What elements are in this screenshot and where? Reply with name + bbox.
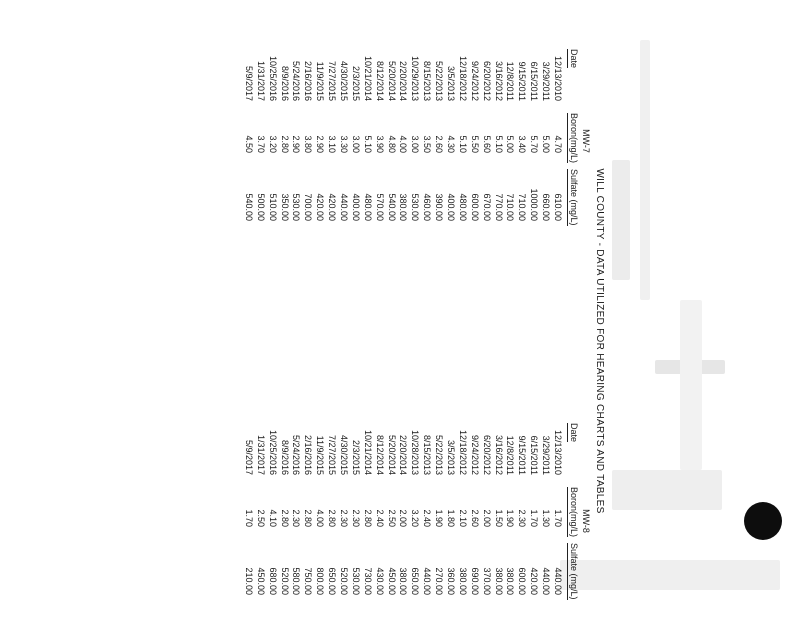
- table-row: [254, 41, 266, 241]
- cell-boron: 2.10: [457, 509, 468, 527]
- cell-boron: 4.10: [267, 509, 278, 527]
- cell-date: 10/25/2016: [267, 429, 278, 475]
- cell-date: 6/20/2012: [481, 60, 492, 101]
- cell-date: 4/30/2015: [338, 434, 349, 475]
- cell-sulfate: 380.00: [457, 567, 468, 595]
- cell-boron: 2.00: [398, 509, 409, 527]
- cell-boron: 1.90: [434, 509, 445, 527]
- cell-date: 3/16/2012: [493, 434, 504, 475]
- cell-boron: 3.00: [410, 135, 421, 153]
- cell-boron: 2.80: [327, 509, 338, 527]
- cell-boron: 4.50: [243, 135, 254, 153]
- table-row: [444, 415, 456, 615]
- cell-date: 6/15/2011: [529, 435, 540, 475]
- cell-date: 9/24/2012: [469, 434, 480, 475]
- cell-boron: 1.70: [553, 509, 563, 527]
- cell-boron: 2.30: [291, 509, 302, 527]
- table-row: [325, 415, 337, 615]
- cell-date: 5/9/2017: [243, 65, 254, 101]
- cell-boron: 5.10: [493, 135, 504, 153]
- cell-sulfate: 670.00: [481, 193, 492, 221]
- table-row: [278, 415, 290, 615]
- cell-sulfate: 520.00: [279, 567, 290, 595]
- table-row: [337, 41, 349, 241]
- cell-sulfate: 580.00: [291, 567, 302, 595]
- cell-boron: 1.70: [243, 509, 254, 527]
- cell-sulfate: 350.00: [279, 193, 290, 221]
- cell-date: 11/9/2015: [315, 435, 326, 475]
- cell-boron: 2.90: [315, 135, 326, 153]
- table-row: [504, 41, 516, 241]
- col-date-mw7: Date: [569, 49, 579, 69]
- cell-sulfate: 750.00: [303, 567, 314, 595]
- scan-artifact: [680, 300, 702, 470]
- table-mw8: [242, 415, 563, 615]
- table-row: [527, 41, 539, 241]
- cell-sulfate: 440.00: [338, 193, 349, 221]
- cell-boron: 2.80: [303, 509, 314, 527]
- cell-sulfate: 680.00: [267, 567, 278, 595]
- cell-date: 2/3/2015: [350, 439, 361, 475]
- table-row: [397, 41, 409, 241]
- scan-artifact: [612, 470, 722, 510]
- table-row: [480, 415, 492, 615]
- table-row: [301, 415, 313, 615]
- cell-date: 6/20/2012: [481, 434, 492, 475]
- cell-boron: 3.20: [267, 135, 278, 153]
- cell-date: 5/22/2013: [434, 60, 445, 101]
- table-row: [468, 415, 480, 615]
- cell-sulfate: 530.00: [291, 193, 302, 221]
- cell-sulfate: 800.00: [315, 567, 326, 595]
- cell-boron: 5.10: [362, 135, 373, 153]
- cell-date: 12/8/2011: [505, 61, 516, 101]
- cell-boron: 2.80: [362, 509, 373, 527]
- table-row: [313, 41, 325, 241]
- cell-sulfate: 710.00: [505, 193, 516, 221]
- cell-date: 2/20/2014: [398, 434, 409, 475]
- cell-boron: 5.50: [469, 135, 480, 153]
- table-row: [242, 41, 254, 241]
- cell-boron: 3.40: [517, 135, 528, 153]
- cell-boron: 3.10: [327, 135, 338, 153]
- cell-sulfate: 540.00: [386, 193, 397, 221]
- cell-sulfate: 460.00: [422, 193, 433, 221]
- cell-date: 2/3/2015: [350, 65, 361, 101]
- cell-sulfate: 390.00: [434, 193, 445, 221]
- table-row: [266, 41, 278, 241]
- table-row: [373, 415, 385, 615]
- rotated-data-table: [235, 41, 605, 641]
- cell-date: 12/13/2010: [553, 55, 563, 101]
- table-row: [527, 415, 539, 615]
- cell-boron: 3.80: [303, 135, 314, 153]
- cell-boron: 4.00: [398, 135, 409, 153]
- table-row: [408, 415, 420, 615]
- table-row: [432, 41, 444, 241]
- cell-boron: 4.00: [315, 509, 326, 527]
- table-row: [515, 415, 527, 615]
- cell-sulfate: 650.00: [410, 567, 421, 595]
- cell-sulfate: 440.00: [541, 567, 552, 595]
- cell-date: 3/16/2012: [493, 60, 504, 101]
- cell-boron: 1.30: [541, 509, 552, 527]
- table-row: [492, 415, 504, 615]
- col-boron-mw7: Boron(mg/L): [569, 113, 579, 164]
- cell-sulfate: 610.00: [553, 193, 563, 221]
- hole-punch: [744, 502, 782, 540]
- cell-boron: 2.80: [279, 135, 290, 153]
- cell-sulfate: 710.00: [517, 193, 528, 221]
- cell-sulfate: 570.00: [374, 193, 385, 221]
- cell-boron: 2.50: [255, 509, 266, 527]
- cell-boron: 4.80: [386, 135, 397, 153]
- table-row: [420, 41, 432, 241]
- cell-boron: 5.00: [505, 135, 516, 153]
- cell-boron: 2.60: [469, 509, 480, 527]
- cell-boron: 1.90: [505, 509, 516, 527]
- cell-sulfate: 420.00: [529, 567, 540, 595]
- cell-date: 2/16/2016: [303, 434, 314, 475]
- cell-boron: 3.00: [350, 135, 361, 153]
- table-row: [551, 41, 563, 241]
- cell-date: 7/27/2015: [327, 60, 338, 101]
- cell-boron: 5.00: [541, 135, 552, 153]
- cell-date: 3/5/2013: [445, 439, 456, 475]
- cell-sulfate: 540.00: [243, 193, 254, 221]
- cell-sulfate: 380.00: [493, 567, 504, 595]
- table-row: [254, 415, 266, 615]
- cell-date: 9/15/2011: [517, 435, 528, 475]
- cell-date: 3/29/2011: [541, 61, 552, 101]
- cell-date: 9/15/2011: [517, 61, 528, 101]
- cell-sulfate: 480.00: [362, 193, 373, 221]
- table-row: [278, 41, 290, 241]
- cell-boron: 3.20: [410, 509, 421, 527]
- table-row: [290, 415, 302, 615]
- cell-boron: 2.00: [481, 509, 492, 527]
- table-row: [444, 41, 456, 241]
- cell-date: 8/9/2016: [279, 439, 290, 475]
- cell-sulfate: 370.00: [481, 567, 492, 595]
- cell-sulfate: 510.00: [267, 193, 278, 221]
- cell-date: 6/15/2011: [529, 61, 540, 101]
- cell-sulfate: 1000.00: [529, 188, 540, 221]
- scan-artifact: [612, 160, 630, 280]
- cell-date: 9/24/2012: [469, 60, 480, 101]
- table-row: [266, 415, 278, 615]
- table-row: [539, 41, 551, 241]
- cell-boron: 2.80: [279, 509, 290, 527]
- table-mw7: [242, 41, 563, 241]
- col-date-mw8: Date: [569, 423, 579, 443]
- cell-boron: 5.10: [457, 135, 468, 153]
- cell-sulfate: 380.00: [398, 193, 409, 221]
- cell-date: 4/30/2015: [338, 60, 349, 101]
- cell-sulfate: 700.00: [303, 193, 314, 221]
- cell-sulfate: 450.00: [386, 567, 397, 595]
- table-row: [373, 41, 385, 241]
- table-row: [420, 415, 432, 615]
- col-sulfate-mw7: Sulfate (mg/L): [569, 169, 579, 226]
- cell-boron: 1.80: [445, 509, 456, 527]
- cell-sulfate: 420.00: [315, 193, 326, 221]
- cell-date: 1/31/2017: [255, 60, 266, 101]
- table-row: [397, 415, 409, 615]
- cell-boron: 5.60: [481, 135, 492, 153]
- cell-date: 5/9/2017: [243, 439, 254, 475]
- cell-boron: 3.50: [422, 135, 433, 153]
- cell-date: 12/8/2011: [505, 435, 516, 475]
- cell-boron: 3.30: [338, 135, 349, 153]
- table-row: [539, 415, 551, 615]
- table-row: [301, 41, 313, 241]
- cell-date: 12/18/2012: [457, 429, 468, 475]
- cell-sulfate: 380.00: [398, 567, 409, 595]
- cell-date: 5/20/2014: [386, 434, 397, 475]
- table-row: [504, 415, 516, 615]
- cell-boron: 3.70: [255, 135, 266, 153]
- cell-date: 8/9/2016: [279, 65, 290, 101]
- cell-date: 11/9/2015: [315, 61, 326, 101]
- cell-boron: 2.40: [422, 509, 433, 527]
- table-row: [361, 41, 373, 241]
- cell-date: 8/15/2013: [422, 60, 433, 101]
- cell-sulfate: 430.00: [374, 567, 385, 595]
- table-row: [385, 415, 397, 615]
- table-row: [290, 41, 302, 241]
- cell-sulfate: 420.00: [327, 193, 338, 221]
- col-sulfate-mw8: Sulfate (mg/L): [569, 543, 579, 600]
- cell-boron: 2.30: [338, 509, 349, 527]
- cell-sulfate: 600.00: [469, 193, 480, 221]
- cell-date: 5/20/2014: [386, 60, 397, 101]
- table-row: [337, 415, 349, 615]
- cell-date: 3/29/2011: [541, 435, 552, 475]
- table-row: [408, 41, 420, 241]
- cell-boron: 2.50: [386, 509, 397, 527]
- cell-date: 3/5/2013: [445, 65, 456, 101]
- table-row: [325, 41, 337, 241]
- table-row: [349, 41, 361, 241]
- table-row: [551, 415, 563, 615]
- cell-boron: 2.90: [291, 135, 302, 153]
- table-row: [456, 415, 468, 615]
- cell-date: 2/16/2016: [303, 60, 314, 101]
- table-row: [349, 415, 361, 615]
- cell-sulfate: 690.00: [469, 567, 480, 595]
- cell-boron: 1.70: [529, 509, 540, 527]
- cell-sulfate: 530.00: [410, 193, 421, 221]
- cell-boron: 2.60: [434, 135, 445, 153]
- col-boron-mw8: Boron(mg/L): [569, 487, 579, 538]
- cell-sulfate: 440.00: [422, 567, 433, 595]
- table-row: [456, 41, 468, 241]
- table-row: [432, 415, 444, 615]
- cell-date: 12/18/2012: [457, 55, 468, 101]
- cell-date: 10/21/2014: [362, 55, 373, 101]
- well-header-mw8: MW-8: [581, 509, 591, 533]
- cell-sulfate: 380.00: [505, 567, 516, 595]
- cell-sulfate: 360.00: [445, 567, 456, 595]
- table-row: [385, 41, 397, 241]
- table-row: [515, 41, 527, 241]
- cell-date: 8/15/2013: [422, 434, 433, 475]
- table-row: [242, 415, 254, 615]
- cell-boron: 2.30: [517, 509, 528, 527]
- cell-date: 5/22/2013: [434, 434, 445, 475]
- cell-sulfate: 520.00: [338, 567, 349, 595]
- cell-date: 8/12/2014: [374, 434, 385, 475]
- cell-sulfate: 660.00: [541, 193, 552, 221]
- cell-sulfate: 770.00: [493, 193, 504, 221]
- cell-date: 10/29/2013: [410, 55, 421, 101]
- cell-sulfate: 650.00: [327, 567, 338, 595]
- table-row: [313, 415, 325, 615]
- cell-boron: 4.70: [553, 135, 563, 153]
- cell-date: 8/12/2014: [374, 60, 385, 101]
- table-row: [480, 41, 492, 241]
- cell-sulfate: 210.00: [243, 567, 254, 595]
- cell-date: 10/21/2014: [362, 429, 373, 475]
- cell-boron: 5.70: [529, 135, 540, 153]
- well-header-mw7: MW-7: [581, 129, 591, 153]
- cell-date: 12/13/2010: [553, 429, 563, 475]
- cell-date: 5/24/2016: [291, 60, 302, 101]
- cell-sulfate: 730.00: [362, 567, 373, 595]
- cell-sulfate: 600.00: [517, 567, 528, 595]
- document-title: WILL COUNTY - DATA UTILIZED FOR HEARING CHARTS AND TABLES: [594, 168, 605, 514]
- scan-artifact: [640, 40, 650, 300]
- cell-boron: 3.90: [374, 135, 385, 153]
- cell-sulfate: 450.00: [255, 567, 266, 595]
- table-row: [492, 41, 504, 241]
- cell-date: 10/28/2013: [410, 429, 421, 475]
- cell-boron: 1.50: [493, 509, 504, 527]
- cell-sulfate: 500.00: [255, 193, 266, 221]
- cell-boron: 2.30: [350, 509, 361, 527]
- cell-date: 5/24/2016: [291, 434, 302, 475]
- cell-sulfate: 400.00: [445, 193, 456, 221]
- cell-date: 1/31/2017: [255, 434, 266, 475]
- table-row: [361, 415, 373, 615]
- cell-date: 10/25/2016: [267, 55, 278, 101]
- cell-boron: 4.30: [445, 135, 456, 153]
- cell-sulfate: 530.00: [350, 567, 361, 595]
- cell-sulfate: 440.00: [553, 567, 563, 595]
- cell-sulfate: 400.00: [350, 193, 361, 221]
- table-row: [468, 41, 480, 241]
- cell-sulfate: 270.00: [434, 567, 445, 595]
- cell-boron: 2.40: [374, 509, 385, 527]
- cell-sulfate: 480.00: [457, 193, 468, 221]
- cell-date: 2/20/2014: [398, 60, 409, 101]
- cell-date: 7/27/2015: [327, 434, 338, 475]
